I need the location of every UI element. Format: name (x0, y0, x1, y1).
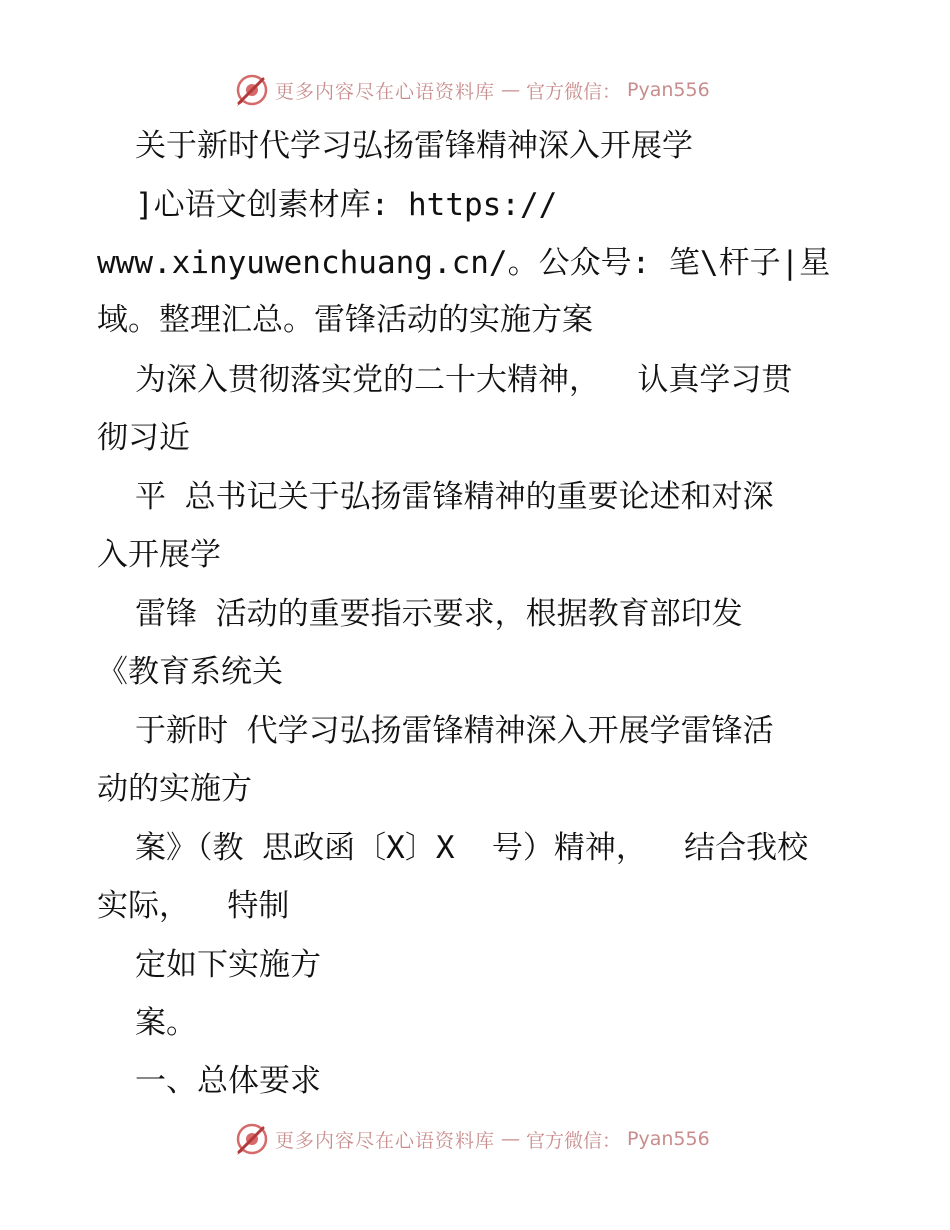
text-line: 平 总书记关于弘扬雷锋精神的重要论述和对深 (135, 479, 774, 515)
text-line: 实际， 特制 (97, 888, 290, 924)
text-line: 定如下实施方 (135, 947, 321, 983)
text-line: 《教育系统关 (97, 654, 283, 690)
watermark-text: 更多内容尽在心语资料库 (275, 80, 496, 103)
watermark-separator: — (501, 79, 521, 101)
pen-logo-icon (235, 1122, 269, 1156)
text-line: 案》（教 思政函〔X〕X 号）精神， 结合我校 (135, 830, 809, 866)
watermark-separator: — (501, 1128, 521, 1150)
watermark-text: 更多内容尽在心语资料库 (275, 1129, 496, 1152)
text-line: 雷锋 活动的重要指示要求，根据教育部印发 (135, 596, 743, 632)
text-line: 域。整理汇总。雷锋活动的实施方案 (97, 302, 593, 338)
text-line: www.xinyuwenchuang.cn/。公众号: 笔\杆子|星 (97, 245, 831, 281)
text-line: 案。 (135, 1005, 197, 1041)
text-line: 于新时 代学习弘扬雷锋精神深入开展学雷锋活 (135, 713, 774, 749)
watermark-banner-bottom (235, 1121, 710, 1157)
watermark-wechat-label: 官方微信： (526, 1129, 622, 1152)
text-line: 彻习近 (97, 420, 190, 456)
text-line: ]心语文创素材库: https:// (135, 187, 558, 223)
text-line: 关于新时代学习弘扬雷锋精神深入开展学 (135, 128, 693, 164)
text-line: 动的实施方 (97, 771, 252, 807)
watermark-wechat-id: Pyan556 (627, 79, 710, 101)
watermark-banner-top (235, 72, 710, 108)
watermark-wechat-id: Pyan556 (627, 1128, 710, 1150)
pen-logo-icon (235, 73, 269, 107)
text-line: 一、总体要求 (135, 1063, 321, 1099)
text-line: 为深入贯彻落实党的二十大精神， 认真学习贯 (135, 362, 793, 398)
text-line: 入开展学 (97, 537, 221, 573)
watermark-wechat-label: 官方微信： (526, 80, 622, 103)
